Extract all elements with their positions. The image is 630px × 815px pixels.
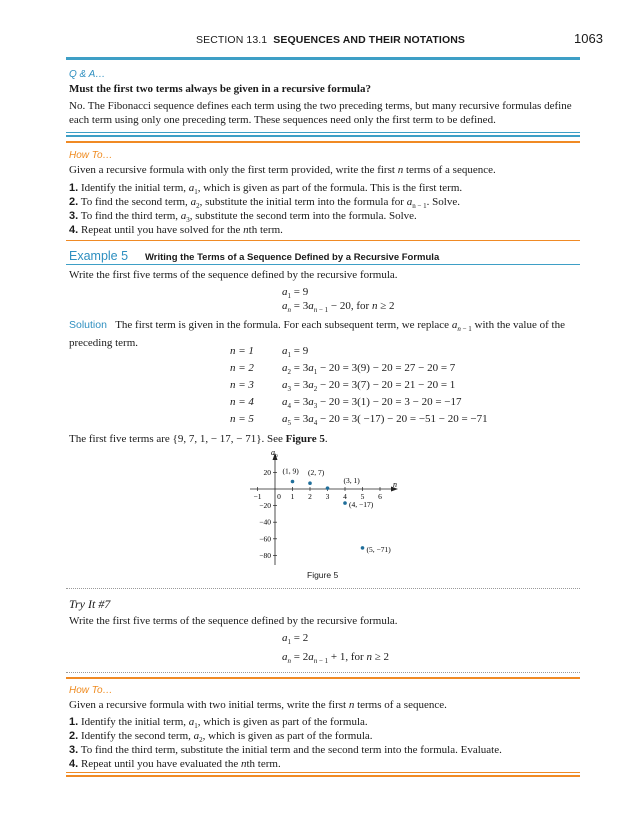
tryit-line-2: $a_n = 2a_n$ $_{- 1}$ + 1, for n ≥ 2 [282, 651, 389, 665]
x-tick-label: 3 [325, 492, 330, 501]
howto2-top-rule [66, 677, 580, 679]
sol-row-3: n = 3 [230, 379, 254, 391]
tryit-label: Try It #7 [69, 597, 111, 611]
howto2-label: How To… [69, 685, 113, 696]
point-label: (1, 9) [282, 466, 299, 476]
figure-caption: Figure 5 [307, 570, 339, 580]
tryit-divider [66, 672, 580, 673]
y-tick-label: −60 [259, 534, 271, 544]
solution-label: Solution [69, 319, 107, 331]
y-tick-label: −20 [259, 501, 271, 511]
y-tick-label: 20 [263, 467, 271, 477]
example-title: Writing the Terms of a Sequence Defined by a Recursive Formula [145, 252, 440, 263]
x-tick-label: 6 [378, 492, 382, 501]
y-tick-label: −40 [259, 517, 271, 527]
example-label: Example 5 [69, 249, 129, 263]
formula-line-1: $a_1 = 9$ [282, 286, 309, 300]
data-point [326, 486, 330, 490]
figure-5-chart [235, 447, 415, 577]
howto2-step-1: 1. Identify the initial term, $a_1$, which is given as part of the formula. [69, 716, 368, 730]
howto1-step-2: 2. To find the second term, $a_2$, substitute the initial term into the formula for $a_{n - 1}$. Solve. [69, 196, 460, 210]
x-tick-label: 0 [277, 492, 281, 501]
page-number: 1063 [574, 31, 603, 46]
howto2-step-4: 4. Repeat until you have evaluated the nth term. [69, 758, 281, 770]
data-point [308, 481, 312, 485]
howto1-step-4: 4. Repeat until you have solved for the nth term. [69, 224, 283, 236]
tryit-line-1: $a_1 = 2$ [282, 632, 309, 646]
x-axis-label: n [393, 480, 397, 489]
formula-line-2: $a_n = 3a_n$ $_{- 1}$ − 20, for n ≥ 2 [282, 300, 395, 314]
sol-row-5-expr: $a_5 = 3a_4 - 20 = 3( -17) - 20 = -51 - 20 = -71$ [282, 413, 488, 427]
y-tick-label: −80 [259, 550, 271, 560]
sol-row-2: n = 2 [230, 362, 254, 374]
x-tick-label: 1 [290, 492, 295, 501]
qa-label: Q & A… [69, 69, 106, 80]
data-point [343, 501, 347, 505]
sol-row-4-expr: $a_4 = 3a_3 - 20 = 3(1) - 20 = 3 - 20 = -17$ [282, 396, 462, 410]
y-axis-label: $a_n$ [271, 448, 278, 459]
howto1-intro: Given a recursive formula with only the first term provided, write the first n terms of a sequence. [69, 164, 496, 176]
qa-rule-2 [66, 135, 580, 137]
sol-row-4: n = 4 [230, 396, 254, 408]
sol-row-3-expr: $a_3 = 3a_2 - 20 = 3(7) - 20 = 21 - 20 = 1$ [282, 379, 456, 393]
data-point [291, 480, 295, 484]
qa-question: Must the first two terms always be given in a recursive formula? [69, 83, 371, 95]
x-tick-label: 2 [308, 492, 312, 501]
howto2-bottom-rule-2 [66, 775, 580, 777]
sol-row-1-expr: $a_1 = 9$ [282, 345, 309, 359]
sol-row-2-expr: $a_2 = 3a_1 - 20 = 3(9) - 20 = 27 - 20 = 7$ [282, 362, 456, 376]
x-tick-label: 4 [343, 492, 347, 501]
howto1-step-1: 1. Identify the initial term, $a_1$, which is given as part of the formula. This is the first term. [69, 182, 463, 196]
example-conclusion: The first five terms are {9, 7, 1, − 17, − 71}. See Figure 5. [69, 433, 328, 445]
point-label: (2, 7) [308, 468, 325, 478]
running-header [0, 32, 630, 52]
howto2-intro: Given a recursive formula with two initial terms, write the first n terms of a sequence. [69, 699, 447, 711]
sol-row-5: n = 5 [230, 413, 254, 425]
x-tick-label: 5 [360, 492, 365, 501]
howto1-step-3: 3. To find the third term, $a_3$, substitute the second term into the formula. Solve. [69, 210, 417, 224]
data-point [361, 546, 365, 550]
point-label: (5, −71) [366, 544, 391, 554]
howto1-label: How To… [69, 150, 113, 161]
sol-row-1: n = 1 [230, 345, 254, 357]
howto1-bottom-rule [66, 240, 580, 241]
example-prompt: Write the first five terms of the sequence defined by the recursive formula. [69, 269, 398, 281]
howto2-step-2: 2. Identify the second term, $a_2$, which is given as part of the formula. [69, 730, 373, 744]
howto2-bottom-rule-1 [66, 772, 580, 773]
tryit-prompt: Write the first five terms of the sequence defined by the recursive formula. [69, 615, 398, 627]
x-tick-label: −1 [253, 492, 262, 501]
section-heading: SECTION 13.1 SEQUENCES AND THEIR NOTATIONS [196, 34, 465, 46]
howto1-top-rule [66, 141, 580, 143]
howto2-step-3: 3. To find the third term, substitute the initial term and the second term into the formula. Evaluate. [69, 744, 502, 756]
point-label: (4, −17) [349, 500, 374, 510]
figure-divider [66, 588, 580, 589]
point-label: (3, 1) [343, 476, 360, 486]
solution-paragraph: Solution The first term is given in the formula. For each subsequent term, we replace $a_n$ $_{- 1}$ with the value of the preceding term. [69, 319, 565, 349]
example-rule [66, 264, 580, 265]
qa-answer: No. The Fibonacci sequence defines each term using the two preceding terms, but many recursive formulas define each term using only one preceding term. These sequences need only the first term to be defined. [69, 100, 572, 126]
qa-rule-1 [66, 132, 580, 133]
header-rule [66, 57, 580, 60]
